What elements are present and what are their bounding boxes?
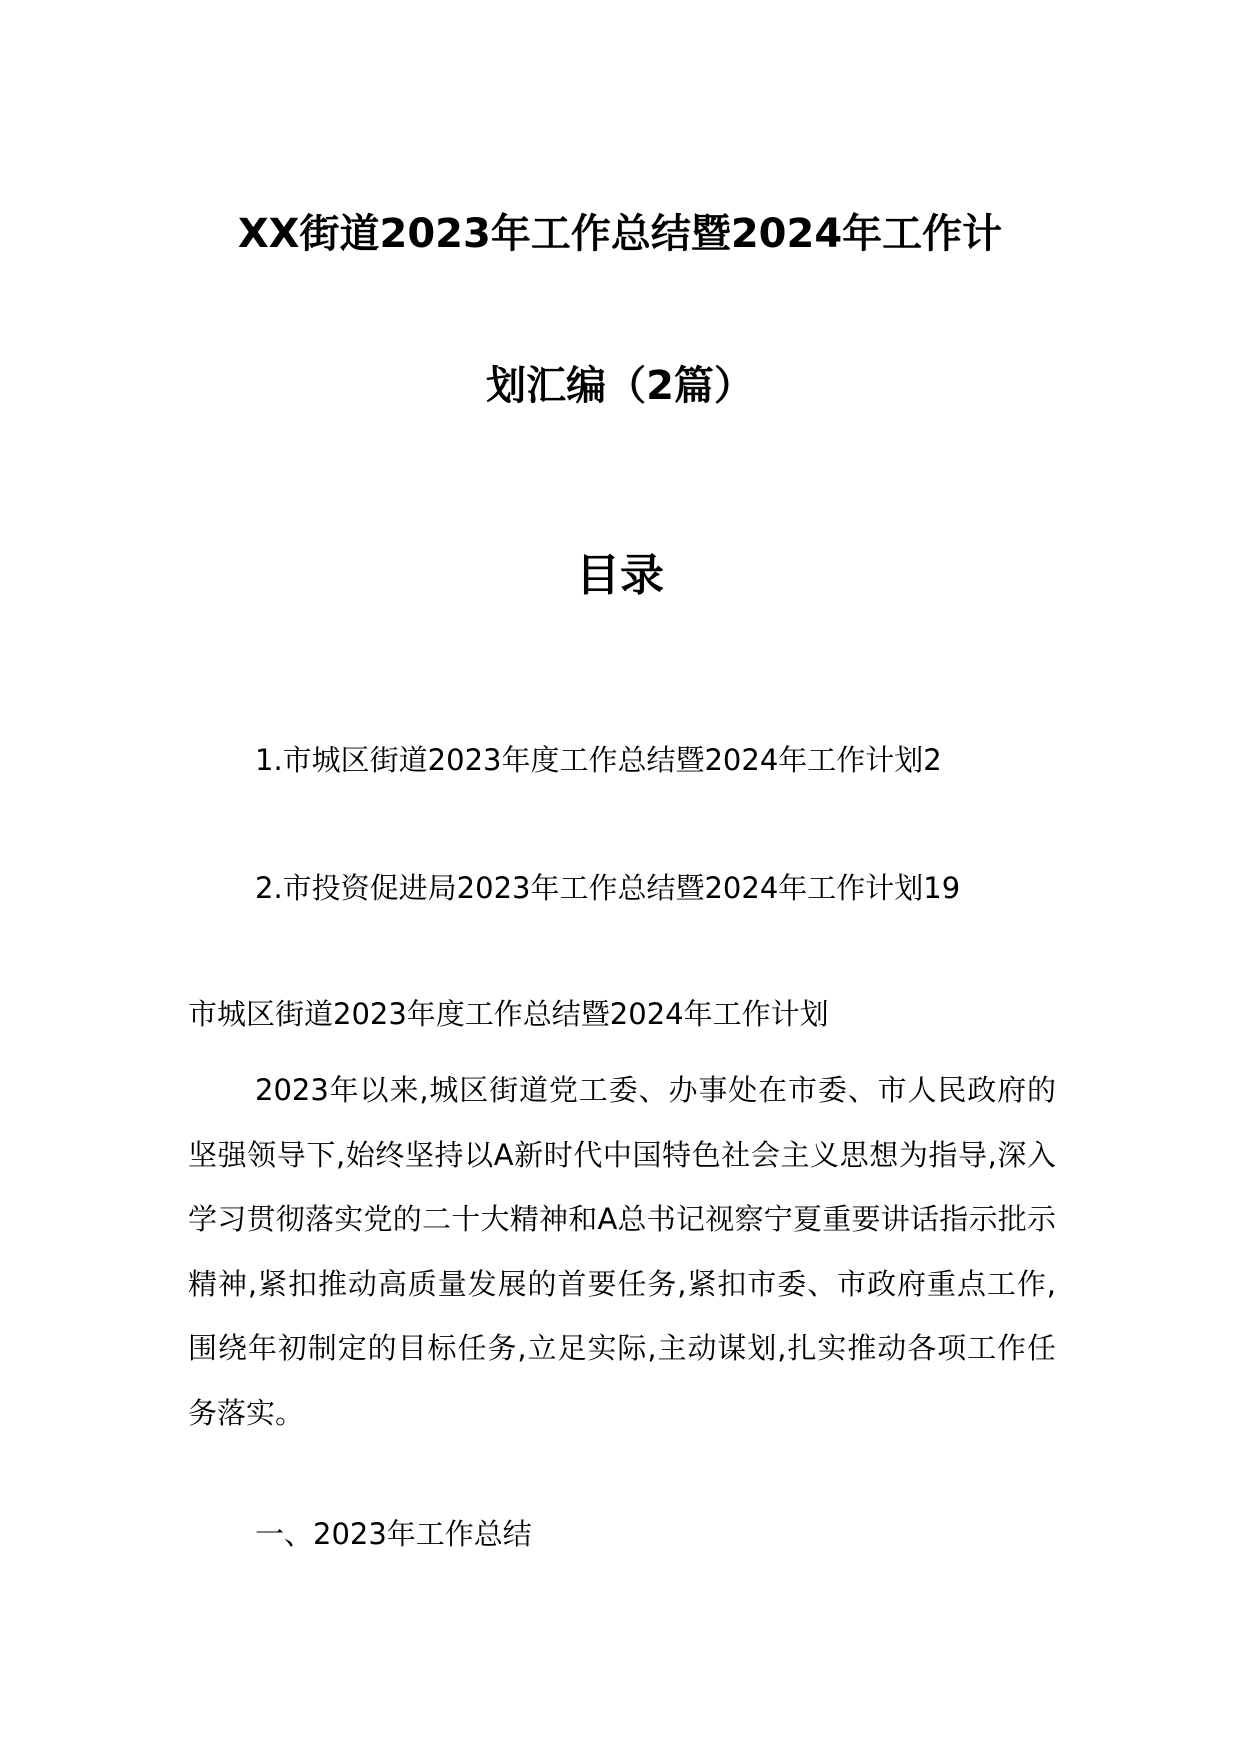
document-title-line-1: XX街道2023年工作总结暨2024年工作计 [237, 211, 1003, 257]
body-paragraph: 2023年以来,城区街道党工委、办事处在市委、市人民政府的坚强领导下,始终坚持以A新时代中国特色社会主义思想为指导,深入学习贯彻落实党的二十大精神和A总书记视察宁夏重要讲话指示批示精神,紧扣推动高质量发展的首要任务,紧扣市委、市政府重点工作,围绕年初制定的目标任务,立足实际,主动谋划,扎实推动各项工作任务落实。 [188, 1073, 1056, 1430]
section-subheading: 一、2023年工作总结 [255, 1517, 532, 1551]
toc-item[interactable]: 1.市城区街道2023年度工作总结暨2024年工作计划2 [255, 743, 942, 777]
toc-item[interactable]: 2.市投资促进局2023年工作总结暨2024年工作计划19 [255, 871, 961, 905]
document-title-line-2: 划汇编（2篇） [486, 363, 754, 409]
section-title: 市城区街道2023年度工作总结暨2024年工作计划 [188, 997, 829, 1031]
toc-heading: 目录 [576, 550, 664, 601]
